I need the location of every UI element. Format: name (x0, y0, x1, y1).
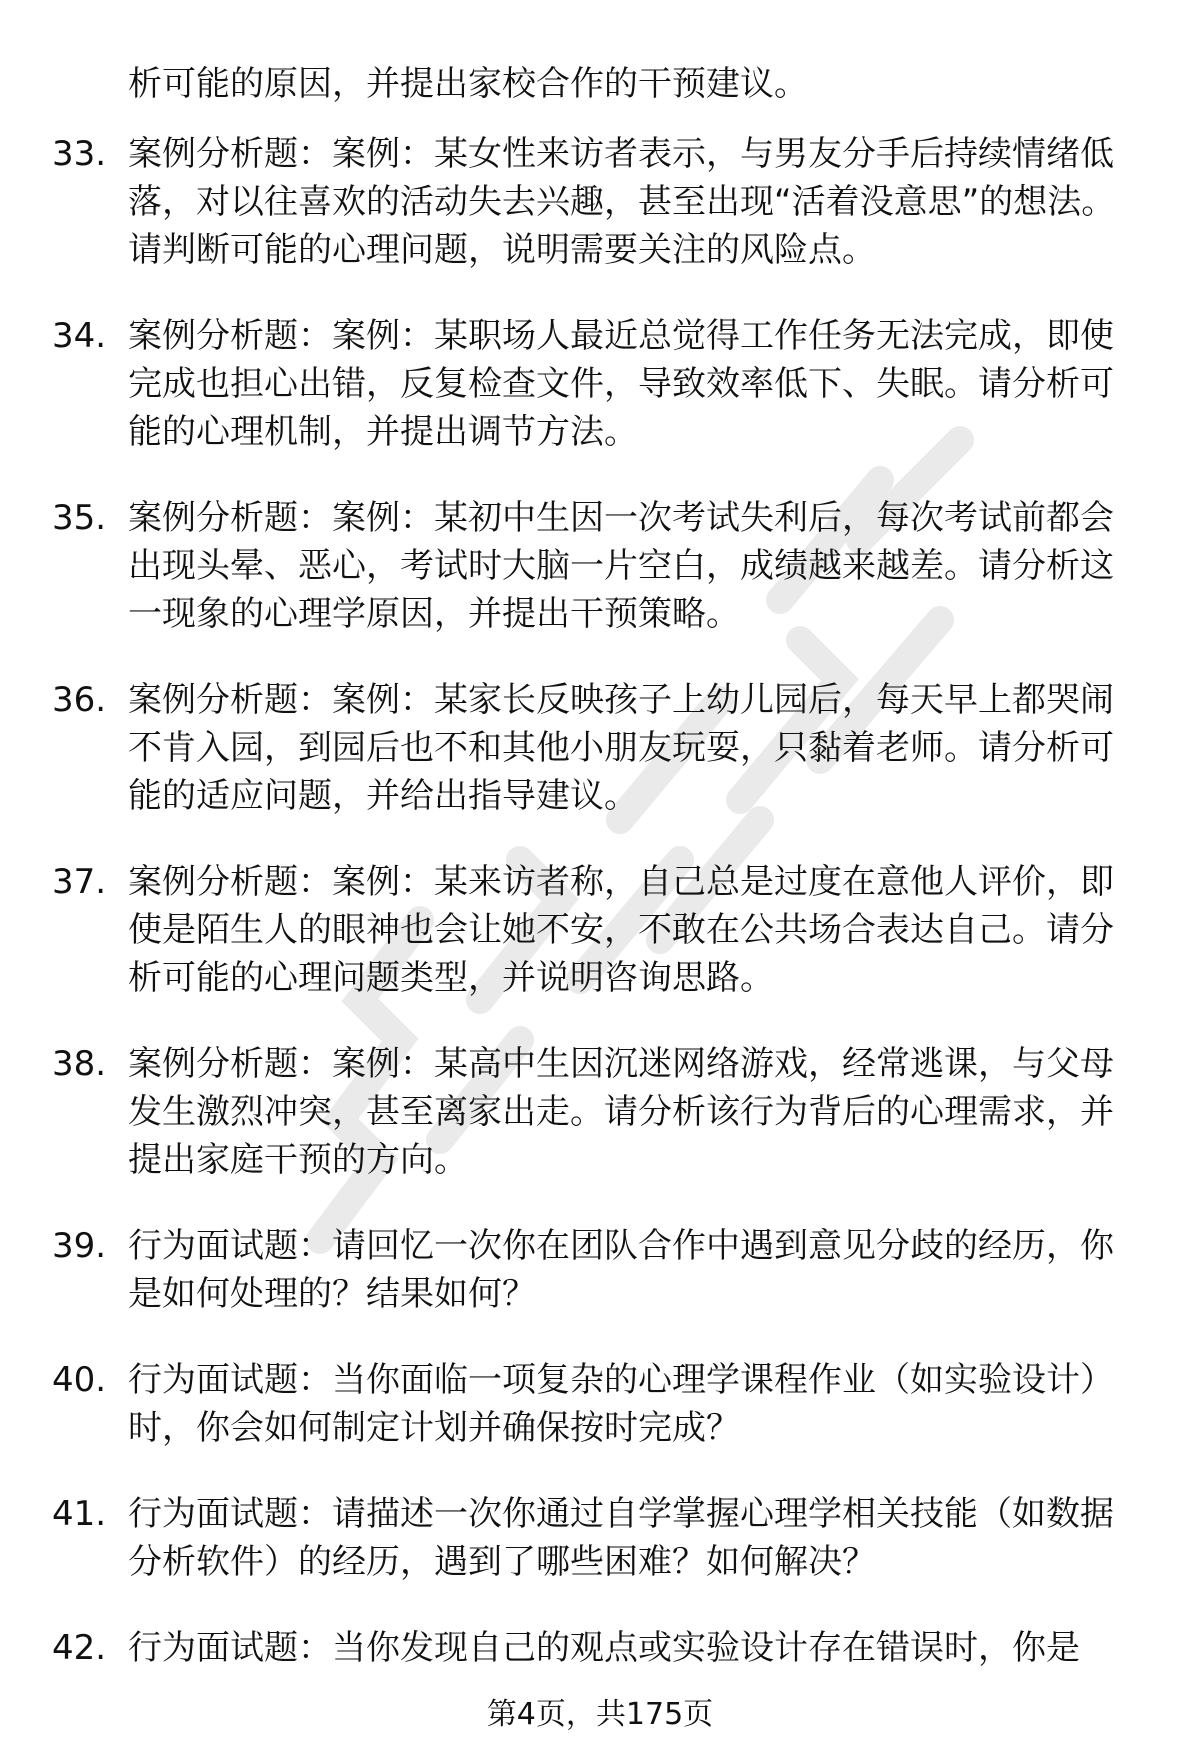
item-text: 行为面试题：当你发现自己的观点或实验设计存在错误时，你是 (128, 1628, 1080, 1668)
item-number: 40. (52, 1360, 107, 1400)
item-number: 39. (52, 1226, 107, 1266)
item-text: 行为面试题：请描述一次你通过自学掌握心理学相关技能（如数据分析软件）的经历，遇到了哪些困难？如何解决？ (128, 1494, 1114, 1582)
item-number: 34. (52, 316, 107, 356)
item-text: 案例分析题：案例：某女性来访者表示，与男友分手后持续情绪低落，对以往喜欢的活动失去兴趣，甚至出现“活着没意思”的想法。请判断可能的心理问题，说明需要关注的风险点。 (128, 134, 1116, 270)
item-text: 案例分析题：案例：某职场人最近总觉得工作任务无法完成，即使完成也担心出错，反复检查文件，导致效率低下、失眠。请分析可能的心理机制，并提出调节方法。 (128, 316, 1114, 452)
item-number: 38. (52, 1044, 107, 1084)
item-number: 37. (52, 862, 107, 902)
item-text: 行为面试题：当你面临一项复杂的心理学课程作业（如实验设计）时，你会如何制定计划并确保按时完成？ (128, 1360, 1114, 1448)
page-footer: 第4页，共175页 (486, 1697, 714, 1732)
item-number: 35. (52, 498, 107, 538)
item-number: 41. (52, 1494, 107, 1534)
question-list (0, 130, 1200, 1710)
list-item (0, 858, 1200, 1002)
item-text: 案例分析题：案例：某来访者称，自己总是过度在意他人评价，即使是陌生人的眼神也会让她不安，不敢在公共场合表达自己。请分析可能的心理问题类型，并说明咨询思路。 (128, 862, 1114, 998)
list-item (0, 312, 1200, 456)
list-item (0, 1040, 1200, 1184)
list-item (0, 1356, 1200, 1452)
list-item (0, 1490, 1200, 1586)
list-item (0, 494, 1200, 638)
item-text: 案例分析题：案例：某高中生因沉迷网络游戏，经常逃课，与父母发生激烈冲突，甚至离家出走。请分析该行为背后的心理需求，并提出家庭干预的方向。 (128, 1044, 1114, 1180)
item-text: 案例分析题：案例：某家长反映孩子上幼儿园后，每天早上都哭闹不肯入园，到园后也不和其他小朋友玩耍，只黏着老师。请分析可能的适应问题，并给出指导建议。 (128, 680, 1114, 816)
list-item (0, 676, 1200, 820)
item-text: 案例分析题：案例：某初中生因一次考试失利后，每次考试前都会出现头晕、恶心，考试时大脑一片空白，成绩越来越差。请分析这一现象的心理学原因，并提出干预策略。 (128, 498, 1114, 634)
item-text: 行为面试题：请回忆一次你在团队合作中遇到意见分歧的经历，你是如何处理的？结果如何？ (128, 1226, 1114, 1314)
continuation-text: 析可能的原因，并提出家校合作的干预建议。 (128, 64, 808, 104)
list-item (0, 1222, 1200, 1318)
list-item (0, 130, 1200, 274)
item-number: 36. (52, 680, 107, 720)
item-number: 33. (52, 134, 107, 174)
list-item (0, 1624, 1200, 1672)
item-number: 42. (52, 1628, 107, 1668)
